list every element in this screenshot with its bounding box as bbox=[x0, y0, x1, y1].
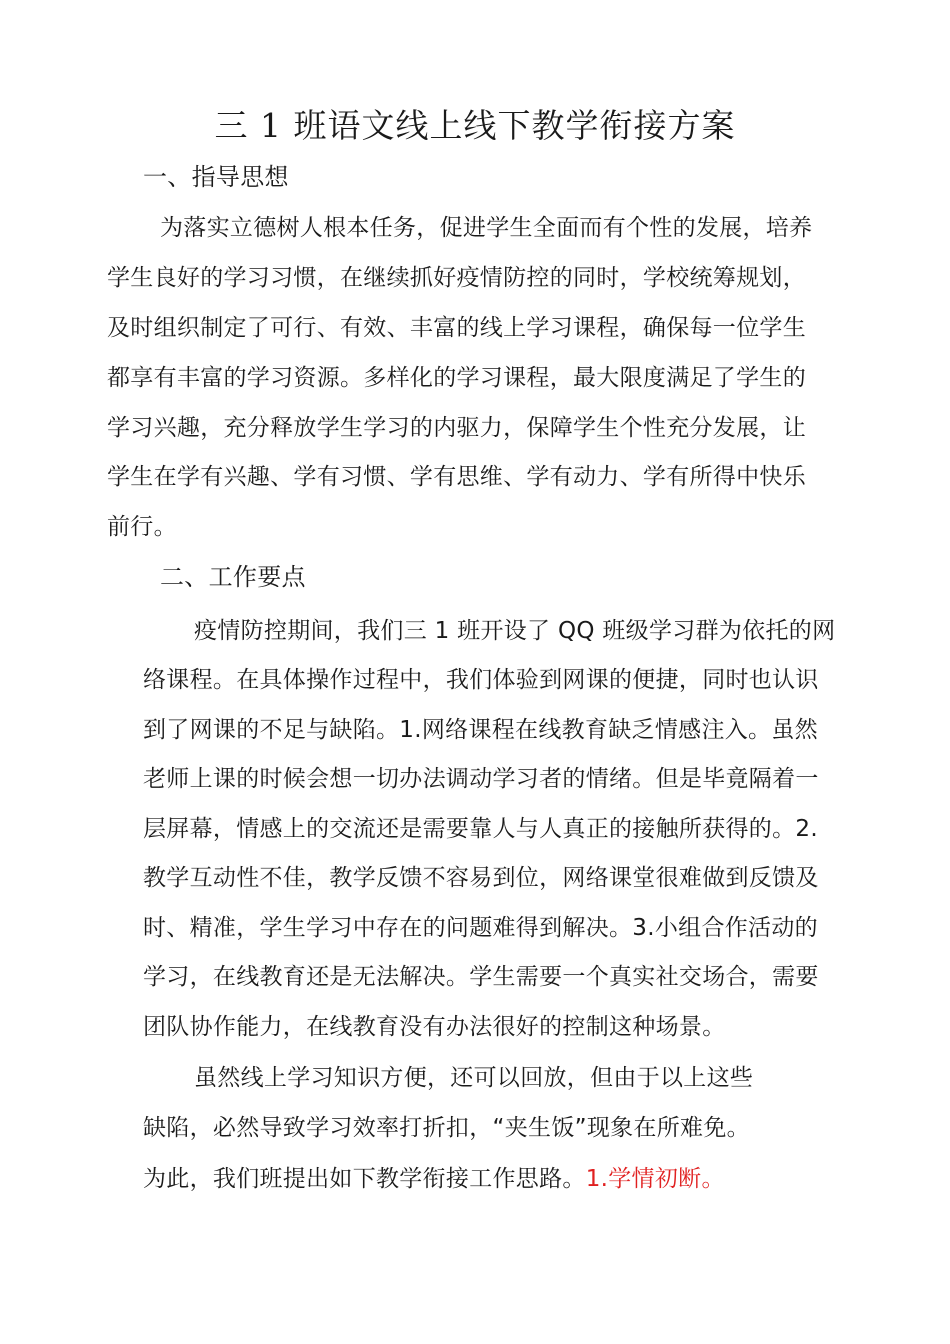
document-title: 三 1 班语文线上线下教学衔接方案 bbox=[214, 106, 736, 145]
section1-line: 为落实立德树人根本任务，促进学生全面而有个性的发展，培养 bbox=[160, 215, 813, 241]
section1-line: 及时组织制定了可行、有效、丰富的线上学习课程，确保每一位学生 bbox=[107, 315, 806, 341]
section1-line: 前行。 bbox=[107, 514, 177, 540]
red-highlight-text: 1.学情初断。 bbox=[585, 1166, 725, 1192]
section2-line: 老师上课的时候会想一切办法调动学习者的情绪。但是毕竟隔着一 bbox=[143, 766, 819, 792]
section2-line: 到了网课的不足与缺陷。1.网络课程在线教育缺乏情感注入。虽然 bbox=[143, 717, 818, 743]
section1-line: 学习兴趣，充分释放学生学习的内驱力，保障学生个性充分发展，让 bbox=[107, 415, 806, 441]
section2-line: 学习，在线教育还是无法解决。学生需要一个真实社交场合，需要 bbox=[143, 964, 819, 990]
section2-line: 教学互动性不佳，教学反馈不容易到位，网络课堂很难做到反馈及 bbox=[143, 865, 819, 891]
section2-line: 虽然线上学习知识方便，还可以回放，但由于以上这些 bbox=[194, 1065, 754, 1091]
section2-line: 团队协作能力，在线教育没有办法很好的控制这种场景。 bbox=[143, 1014, 726, 1040]
section2-heading: 二、工作要点 bbox=[160, 563, 306, 591]
section1-line: 都享有丰富的学习资源。多样化的学习课程，最大限度满足了学生的 bbox=[107, 365, 806, 391]
section1-line: 学生在学有兴趣、学有习惯、学有思维、学有动力、学有所得中快乐 bbox=[107, 464, 806, 490]
last-line-text: 为此，我们班提出如下教学衔接工作思路。 bbox=[143, 1166, 586, 1192]
section2-line: 层屏幕，情感上的交流还是需要靠人与人真正的接触所获得的。2. bbox=[143, 816, 818, 842]
section1-line: 学生良好的学习习惯，在继续抓好疫情防控的同时，学校统筹规划， bbox=[107, 265, 806, 291]
section1-heading: 一、指导思想 bbox=[143, 163, 289, 191]
section2-line: 络课程。在具体操作过程中，我们体验到网课的便捷，同时也认识 bbox=[143, 667, 819, 693]
section2-line: 时、精准，学生学习中存在的问题难得到解决。3.小组合作活动的 bbox=[143, 915, 818, 941]
section2-line: 疫情防控期间，我们三 1 班开设了 QQ 班级学习群为依托的网 bbox=[194, 618, 836, 644]
section2-last-line bbox=[143, 1164, 725, 1194]
section2-line: 缺陷，必然导致学习效率打折扣，“夹生饭”现象在所难免。 bbox=[143, 1115, 750, 1141]
